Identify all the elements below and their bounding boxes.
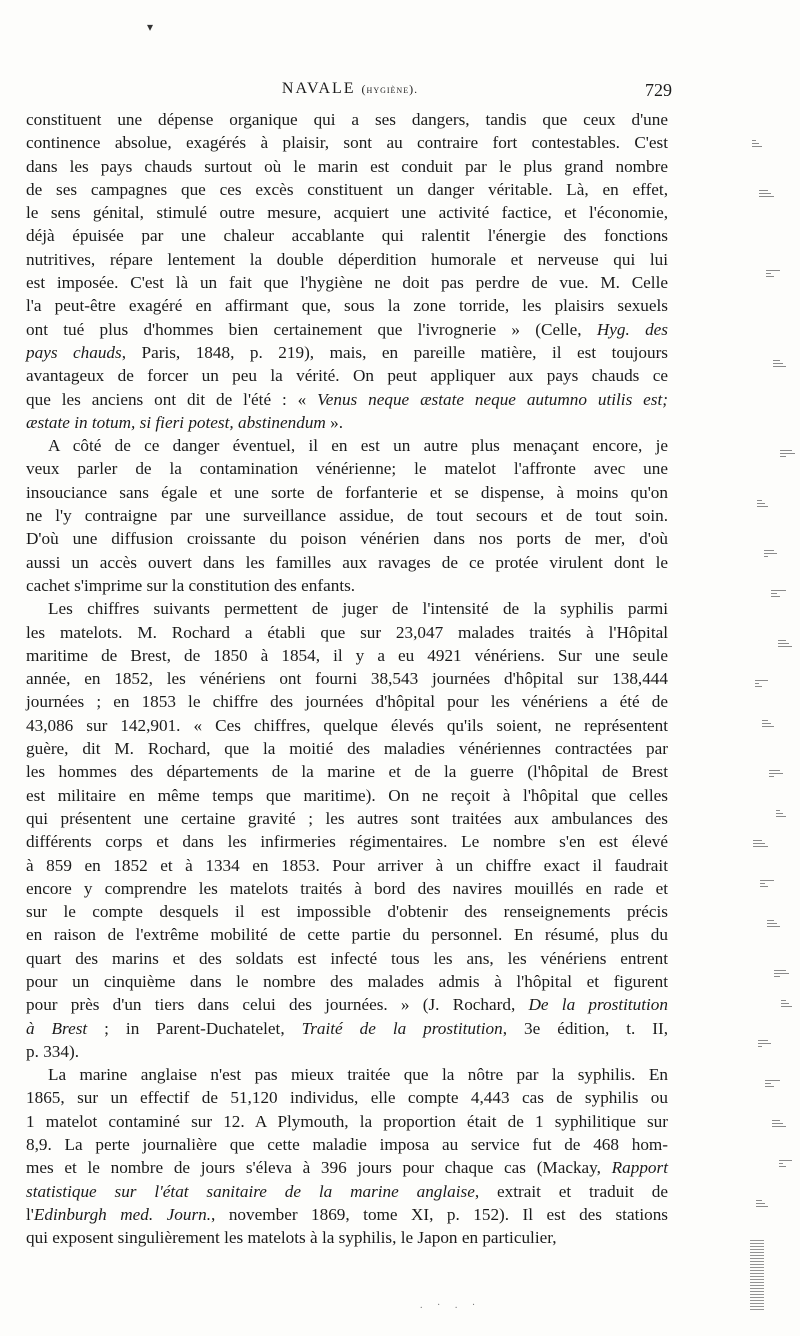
text-line: æstate in totum, si fieri potest, abstinendum ». bbox=[26, 412, 344, 432]
margin-tick bbox=[762, 726, 774, 727]
margin-tick bbox=[772, 1126, 786, 1127]
text-line: qui présentent une certaine gravité ; les autres sont traitées aux ambulances des bbox=[26, 808, 668, 828]
body-text bbox=[26, 108, 668, 1250]
text-line: l'Edinburgh med. Journ., november 1869, tome XI, p. 152). Il est des stations bbox=[26, 1204, 668, 1224]
text-line: A côté de ce danger éventuel, il en est un autre plus menaçant encore, je bbox=[48, 436, 668, 456]
text-line: guère, dit M. Rochard, que la moitié des maladies vénériennes contractées par bbox=[26, 739, 668, 759]
margin-tick bbox=[753, 840, 762, 841]
text-line: ont tué plus d'hommes bien certainement que l'ivrognerie » (Celle, Hyg. des bbox=[26, 319, 668, 339]
text-line: de ses campagnes que ces excès constituent un danger véritable. Là, en effet, bbox=[26, 179, 668, 199]
margin-tick bbox=[773, 366, 786, 367]
margin-tick bbox=[753, 843, 765, 844]
text-line: veux parler de la contamination vénérienne; le matelot l'affronte avec une bbox=[26, 459, 668, 479]
margin-tick bbox=[778, 640, 786, 641]
text-line: nutritives, répare lentement la double déperdition humorale et nerveuse qui lui bbox=[26, 249, 668, 269]
margin-tick bbox=[764, 556, 768, 557]
text-line: pays chauds, Paris, 1848, p. 219), mais, en pareille matière, il est toujours bbox=[26, 342, 668, 362]
margin-tick bbox=[771, 590, 786, 591]
text-line: insouciance sans égale et une sorte de forfanterie et se dispense, à moins qu'on bbox=[26, 482, 668, 502]
text-line: 1865, sur un effectif de 51,120 individus, elle compte 4,443 cas de syphilis ou bbox=[26, 1088, 668, 1108]
margin-tick bbox=[757, 503, 765, 504]
margin-tick bbox=[766, 270, 780, 271]
margin-tick bbox=[762, 720, 768, 721]
text-line: Les chiffres suivants permettent de juger de l'intensité de la syphilis parmi bbox=[48, 599, 668, 619]
margin-tick bbox=[767, 923, 777, 924]
margin-tick bbox=[767, 926, 780, 927]
text-line: sur le compte desquels il est impossible d'obtenir des renseignements précis bbox=[26, 902, 668, 922]
margin-tick bbox=[755, 680, 768, 681]
text-line: cachet s'imprime sur la constitution des enfants. bbox=[26, 575, 356, 595]
margin-tick bbox=[778, 646, 792, 647]
margin-tick bbox=[776, 816, 786, 817]
text-line: le sens génital, stimulé outre mesure, acquiert une activité factice, et l'économie, bbox=[26, 203, 668, 223]
margin-tick bbox=[769, 773, 783, 774]
margin-tick bbox=[769, 770, 780, 771]
text-line: pour un cinquième dans le nombre des malades admis à l'hôpital et figurent bbox=[26, 971, 668, 991]
running-head-title bbox=[28, 80, 672, 98]
margin-tick bbox=[759, 190, 768, 191]
margin-tick bbox=[779, 1166, 786, 1167]
margin-tick bbox=[760, 883, 765, 884]
margin-tick bbox=[757, 500, 762, 501]
margin-tick bbox=[766, 276, 774, 277]
text-line: aussi un accès ouvert dans les familles aux ravages de ce protée virulent dont le bbox=[26, 552, 668, 572]
margin-tick bbox=[760, 880, 774, 881]
text-line: ne l'y contraigne par une surveillance assidue, de tout secours et de tout soin. bbox=[26, 506, 668, 526]
margin-tick bbox=[756, 1200, 762, 1201]
text-line: constituent une dépense organique qui a ses dangers, tandis que ceux d'une bbox=[26, 110, 668, 129]
text-line: année, en 1852, les vénériens ont fourni 38,543 journées d'hôpital sur 138,444 bbox=[26, 669, 668, 689]
margin-tick bbox=[765, 1086, 774, 1087]
margin-tick bbox=[757, 506, 768, 507]
text-line: maritime de Brest, de 1850 à 1854, il y a eu 4921 vénériens. Sur une seule bbox=[26, 645, 668, 665]
bottom-dots: . · . · bbox=[420, 1300, 482, 1311]
margin-tick bbox=[758, 1046, 762, 1047]
text-line: déjà épuisée par une chaleur accablante qui ralentit l'énergie des fonctions bbox=[26, 226, 668, 246]
text-line: La marine anglaise n'est pas mieux traitée que la nôtre par la syphilis. En bbox=[48, 1065, 668, 1085]
margin-tick bbox=[780, 453, 795, 454]
margin-tick bbox=[758, 1040, 768, 1041]
margin-tick bbox=[756, 1206, 768, 1207]
text-line: mes et le nombre de jours s'éleva à 396 jours pour chaque cas (Mackay, Rapport bbox=[26, 1158, 668, 1178]
text-line: les hommes des départements de la marine et de la guerre (l'hôpital de Brest bbox=[26, 762, 668, 782]
margin-tick bbox=[778, 643, 789, 644]
running-head-main: NAVALE bbox=[281, 80, 356, 97]
text-line: continence absolue, exagérés à plaisir, sont au contraire fort contestables. C'est bbox=[26, 133, 668, 153]
margin-tick bbox=[755, 686, 762, 687]
margin-tick bbox=[773, 360, 780, 361]
margin-tick bbox=[779, 1160, 792, 1161]
text-line: statistique sur l'état sanitaire de la marine anglaise, extrait et traduit de bbox=[26, 1181, 668, 1201]
printer-mark: ▾ bbox=[147, 20, 154, 34]
text-line: 1 matelot contaminé sur 12. A Plymouth, la proportion était de 1 syphilitique sur bbox=[26, 1111, 668, 1131]
text-line: avantageux de forcer un peu la vérité. On peut appliquer aux pays chauds ce bbox=[26, 366, 668, 386]
margin-tick bbox=[759, 193, 771, 194]
text-line: encore y comprendre les matelots traités à bord des navires mouillés en rade et bbox=[26, 878, 668, 898]
margin-tick bbox=[759, 196, 774, 197]
text-line: en raison de l'extrême mobilité de cette partie du personnel. En résumé, plus du bbox=[26, 925, 668, 945]
text-line: quart des marins et des soldats est infecté tous les ans, les vénériens entrent bbox=[26, 948, 668, 968]
text-line: dans les pays chauds surtout où le marin est conduit par le plus grand nombre bbox=[26, 156, 668, 176]
text-line: l'a peut-être exagéré en affirmant que, sous la zone torride, les plaisirs sexuels bbox=[26, 296, 668, 316]
margin-tick bbox=[758, 1043, 771, 1044]
margin-tick bbox=[772, 1123, 783, 1124]
margin-tick bbox=[781, 1003, 789, 1004]
margin-tick bbox=[764, 553, 777, 554]
margin-tick bbox=[779, 1163, 783, 1164]
running-head-sub: (hygiène). bbox=[361, 82, 419, 96]
text-line: pour près d'un tiers dans celui des journées. » (J. Rochard, De la prostitution bbox=[26, 995, 668, 1015]
text-line: à 859 en 1852 et à 1334 en 1853. Pour arriver à un chiffre exact il faudrait bbox=[26, 855, 668, 875]
page-number: 729 bbox=[645, 80, 672, 100]
margin-tick bbox=[774, 970, 786, 971]
margin-tick bbox=[762, 723, 771, 724]
scan-margin-marks bbox=[752, 120, 800, 1336]
margin-tick bbox=[756, 1203, 765, 1204]
margin-tick bbox=[781, 1006, 792, 1007]
margin-tick bbox=[766, 273, 771, 274]
margin-tick bbox=[752, 146, 762, 147]
text-line: à Brest ; in Parent-Duchatelet, Traité de la prostitution, 3e édition, t. II, bbox=[26, 1018, 668, 1038]
running-head bbox=[28, 80, 672, 106]
text-line: journées ; en 1853 le chiffre des journées d'hôpital pour les vénériens a été de bbox=[26, 692, 668, 712]
margin-tick bbox=[753, 846, 768, 847]
margin-tick bbox=[772, 1120, 780, 1121]
text-line: différents corps et dans les infirmeries régimentaires. Le nombre s'en est élevé bbox=[26, 832, 668, 852]
margin-tick bbox=[765, 1083, 771, 1084]
margin-tick bbox=[752, 143, 759, 144]
margin-tick bbox=[781, 1000, 786, 1001]
text-line: est militaire en même temps que maritime). On ne reçoit à l'hôpital que celles bbox=[26, 785, 668, 805]
text-line: qui exposent singulièrement les matelots à la syphilis, le Japon en particulier, bbox=[26, 1228, 557, 1248]
margin-tick bbox=[780, 456, 786, 457]
margin-tick bbox=[755, 683, 759, 684]
margin-tick bbox=[767, 920, 774, 921]
margin-tick bbox=[773, 363, 783, 364]
text-line: que les anciens ont dit de l'été : « Venus neque æstate neque autumno utilis est; bbox=[26, 389, 668, 409]
margin-tick bbox=[776, 810, 780, 811]
margin-tick bbox=[765, 1080, 780, 1081]
margin-tick bbox=[776, 813, 783, 814]
margin-tick bbox=[764, 550, 774, 551]
margin-tick bbox=[771, 593, 777, 594]
text-line: est imposée. C'est là un fait que l'hygiène ne doit pas perdre de vue. M. Celle bbox=[26, 273, 668, 293]
margin-tick bbox=[760, 886, 768, 887]
margin-tick bbox=[771, 596, 780, 597]
margin-tick bbox=[752, 140, 756, 141]
text-line: p. 334). bbox=[26, 1041, 79, 1061]
text-line: 43,086 sur 142,901. « Ces chiffres, quelque élevés qu'ils soient, ne représentent bbox=[26, 715, 668, 735]
margin-tick bbox=[780, 450, 792, 451]
text-line: les matelots. M. Rochard a établi que sur 23,047 malades traités à l'Hôpital bbox=[26, 622, 668, 642]
text-line: D'où une diffusion croissante du poison vénérien dans nos ports de mer, d'où bbox=[26, 529, 668, 549]
margin-tick bbox=[769, 776, 774, 777]
margin-tick bbox=[774, 973, 789, 974]
margin-tick bbox=[774, 976, 780, 977]
text-line: 8,9. La perte journalière que cette maladie imposa au service fut de 468 hom- bbox=[26, 1135, 668, 1155]
scan-edge-strip bbox=[750, 1240, 764, 1310]
